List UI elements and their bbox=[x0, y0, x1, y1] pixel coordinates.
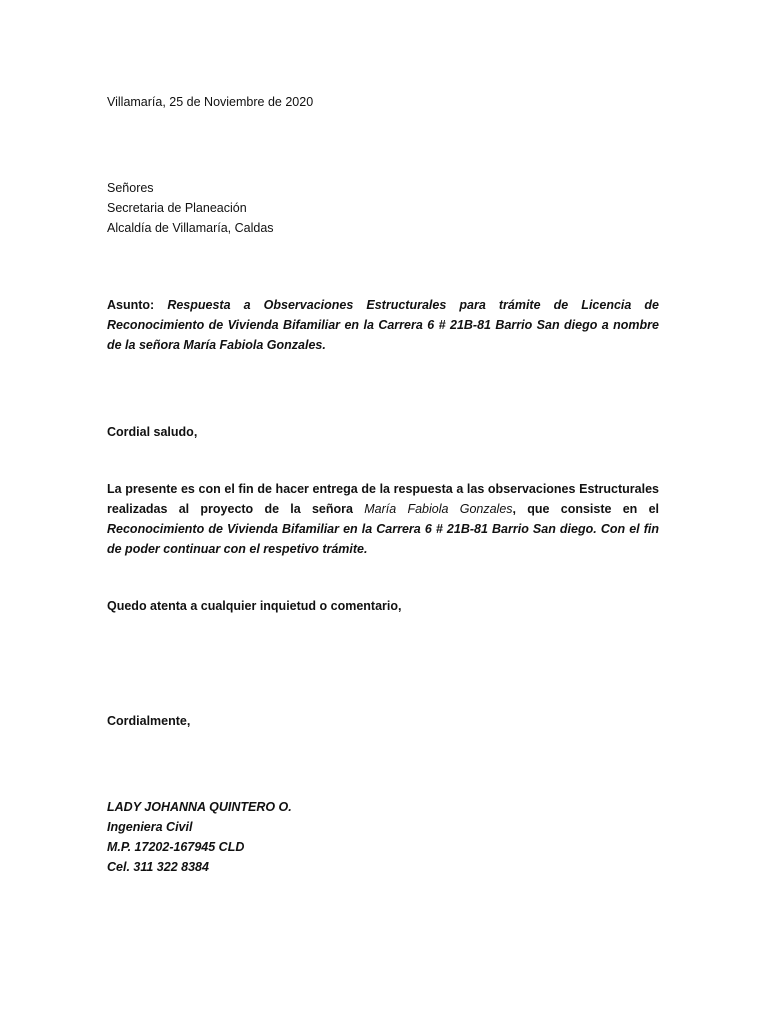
recipient-department: Secretaria de Planeación bbox=[107, 201, 247, 215]
body-intro: La presente es con el fin de hacer entrega de la respuesta a las observaciones Estructurales realizadas al proyecto de la señora bbox=[107, 482, 659, 516]
greeting: Cordial saludo, bbox=[107, 425, 198, 439]
subject-text: Respuesta a Observaciones Estructurales para trámite de Licencia de Reconocimiento de Vivienda Bifamiliar en la Carrera 6 # 21B-81 Barrio San diego a nombre de la señora María Fabiola Gonzales. bbox=[107, 298, 660, 352]
body-connector: , que consiste en el bbox=[512, 502, 659, 516]
subject-paragraph bbox=[107, 295, 659, 355]
signature-block bbox=[107, 797, 659, 877]
recipient-block bbox=[107, 178, 659, 238]
body-project-reference: Reconocimiento de Vivienda Bifamiliar en la Carrera 6 # 21B-81 Barrio San diego. Con el fin de poder continuar con el respetivo trámite. bbox=[107, 522, 659, 556]
signature-phone: Cel. 311 322 8384 bbox=[107, 860, 209, 874]
letter-date: Villamaría, 25 de Noviembre de 2020 bbox=[107, 95, 314, 109]
signature-license: M.P. 17202-167945 CLD bbox=[107, 840, 245, 854]
signoff: Cordialmente, bbox=[107, 714, 191, 728]
recipient-salutation: Señores bbox=[107, 181, 154, 195]
subject-label: Asunto: bbox=[107, 298, 168, 312]
signature-title: Ingeniera Civil bbox=[107, 820, 193, 834]
body-paragraph bbox=[107, 479, 659, 559]
body-owner-name: María Fabiola Gonzales bbox=[364, 502, 513, 516]
recipient-office: Alcaldía de Villamaría, Caldas bbox=[107, 221, 274, 235]
signature-name: LADY JOHANNA QUINTERO O. bbox=[107, 800, 292, 814]
closing-note: Quedo atenta a cualquier inquietud o comentario, bbox=[107, 599, 402, 613]
